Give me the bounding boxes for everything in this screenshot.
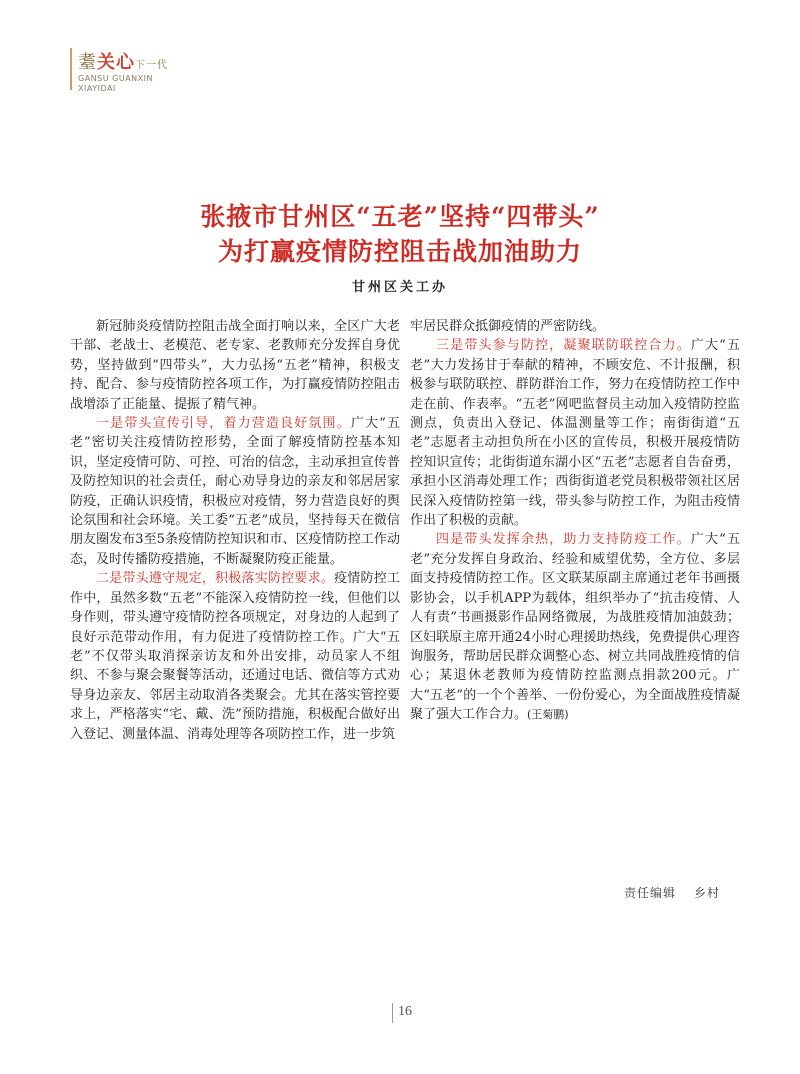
editor-name: 乡村 [693,886,720,900]
logo-sub-line1: GANSU GUANXIN [78,74,153,83]
page-number: 16 [398,1004,412,1019]
paragraph-one-heading: 一是带头宣传引导，着力营造良好氛围。 [96,416,351,432]
paragraph-two-body: 疫情防控工作中，虽然多数“五老”不能深入疫情防控一线，但他们以身作则，带头遵守疫情防控各项规定，对身边的人起到了良好示范带动作用，有力促进了疫情防控工作。广大“五老”不仅带头取消探亲访友和外出安排，动员家人不组织、不参与聚会聚餐等活动，还通过电话、微信等方式劝导身边亲友、邻居主动取消各类聚会。尤其在落实管控要求上，严格落实“宅、戴、洗”预防措施，积极配合做好出入登记、测量体温、消毒处理等各项防控工作，进一步筑 [70,571,400,742]
paragraph-four-body: 广大“五老”充分发挥自身政治、经验和威望优势，全方位、多层面支持疫情防控工作。区文联某原副主席通过老年书画摄影协会，以手机APP为载体，组织举办了“抗击疫情、人人有责”书画摄影作品网络微展，为战胜疫情加油鼓劲；区妇联原主席开通24小时心理援助热线，免费提供心理咨询服务，帮助居民群众调整心态、树立共同战胜疫情的信心；某退休老教师为疫情防控监测点捐款200元。广大“五老”的一个个善举、一份份爱心，为全面战胜疫情凝聚了强大工作合力。 [410,532,740,723]
logo-main-text: 耋 [78,52,97,73]
paragraph-two [70,569,400,744]
paragraph-one [70,414,400,569]
paragraph-two-continued: 牢居民群众抵御疫情的严密防线。 [410,319,606,334]
paragraph-one-body: 广大“五老”密切关注疫情防控形势，全面了解疫情防控基本知识，坚定疫情可防、可控、可治的信念，主动承担宣传普及防控知识的社会责任，耐心劝导身边的亲友和邻居居家防疫，正确认识疫情，积极应对疫情，努力营造良好的舆论氛围和社会环境。关工委“五老”成员，坚持每天在微信朋友圈发布3至5条疫情防控知识和市、区疫情防控工作动态，及时传播防疫措施，不断凝聚防疫正能量。 [70,416,400,567]
paragraph-three-heading: 三是带头参与防控，凝聚联防联控合力。 [436,338,691,354]
editor-label: 责任编辑 [623,886,676,900]
paragraph-four [410,530,740,724]
paragraph-three [410,336,740,530]
article-author: 甘州区关工办 [351,280,448,295]
paragraph-four-heading: 四是带头发挥余热，助力支持防疫工作。 [436,532,691,548]
left-column [70,317,400,744]
magazine-logo [70,44,200,104]
responsible-editor [624,884,720,901]
logo-subtitle [78,74,153,94]
page-number-divider [392,1003,393,1023]
article-title-line1: 张掖市甘州区“五老”坚持“四带头” [200,202,600,231]
intro-paragraph: 新冠肺炎疫情防控阻击战全面打响以来，全区广大老干部、老战士、老模范、老专家、老教师充分发挥自身优势，坚持做到“四带头”，大力弘扬“五老”精神，积极支持、配合、参与疫情防控各项工作，为打赢疫情防控阻击战增添了正能量、提振了精气神。 [70,319,400,412]
article-title-line2: 为打赢疫情防控阻击战加油助力 [217,237,582,266]
signature: (王菊鹏) [527,708,569,722]
logo-divider [70,48,72,90]
right-column [410,317,740,725]
logo-red-text: 关心 [97,52,135,73]
logo-title [78,48,168,74]
logo-sub-line2: XIAYIDAI [78,84,116,93]
logo-small-text: 下一代 [135,60,168,71]
paragraph-two-heading: 二是带头遵守规定，积极落实防控要求。 [96,571,335,587]
paragraph-three-body: 广大“五老”大力发扬甘于奉献的精神，不顾安危、不计报酬，积极参与联防联控、群防群治工作，努力在疫情防控工作中走在前、作表率。“五老”网吧监督员主动加入疫情防控监测点，负责出入登记、体温测量等工作；南街街道“五老”志愿者主动担负所在小区的宣传员，积极开展疫情防控知识宣传；北街街道东湖小区“五老”志愿者自告奋勇，承担小区消毒处理工作；西街街道老党员积极带领社区居民深入疫情防控第一线，带头参与防控工作，为阻击疫情作出了积极的贡献。 [410,338,740,529]
